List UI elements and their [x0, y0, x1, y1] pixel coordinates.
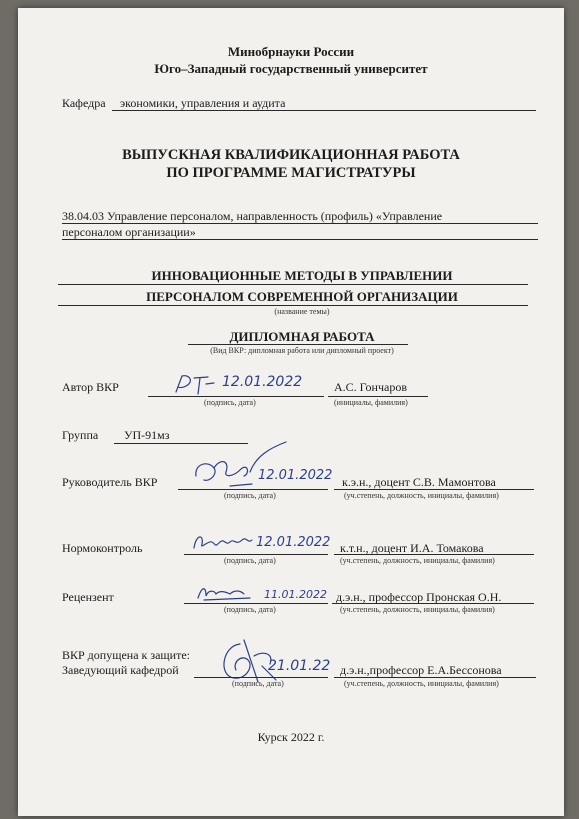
reviewer-value-caption: (уч.степень, должность, инициалы, фамилия)	[340, 605, 495, 614]
supervisor-label: Руководитель ВКР	[62, 475, 158, 489]
supervisor-value-caption: (уч.степень, должность, инициалы, фамилия)	[344, 491, 499, 500]
work-kind-underline	[188, 344, 408, 345]
reviewer-signature	[194, 582, 258, 604]
supervisor-sign-caption: (подпись, дата)	[224, 491, 276, 500]
department-label: Кафедра	[62, 96, 106, 110]
program-line-2: персоналом организации»	[62, 225, 196, 239]
university-title: Юго–Западный государственный университет	[154, 61, 428, 76]
reviewer-signature-date: 11.01.2022	[264, 588, 327, 601]
admission-signature-date: 21.01.22	[268, 658, 331, 674]
program-underline-1	[62, 223, 538, 224]
reviewer-value: д.э.н., профессор Пронская О.Н.	[336, 590, 502, 604]
city-year: Курск 2022 г.	[257, 730, 325, 744]
author-sign-caption: (подпись, дата)	[204, 398, 256, 407]
work-kind-caption: (Вид ВКР: дипломная работа или дипломный проект)	[210, 346, 394, 355]
normcontrol-value: к.т.н., доцент И.А. Томакова	[340, 541, 484, 555]
normcontrol-label: Нормоконтроль	[62, 541, 143, 555]
program-underline-2	[62, 239, 538, 240]
work-kind: ДИПЛОМНАЯ РАБОТА	[229, 329, 375, 344]
admission-value: д.э.н.,профессор Е.А.Бессонова	[340, 663, 502, 677]
reviewer-sign-caption: (подпись, дата)	[224, 605, 276, 614]
topic-caption: (название темы)	[274, 307, 330, 316]
document-page	[18, 8, 564, 816]
topic-line-1: ИННОВАЦИОННЫЕ МЕТОДЫ В УПРАВЛЕНИИ	[151, 268, 453, 283]
author-name-caption: (инициалы, фамилия)	[334, 398, 408, 407]
admission-value-underline	[334, 677, 536, 678]
normcontrol-value-underline	[334, 554, 534, 555]
work-type-heading-2: ПО ПРОГРАММЕ МАГИСТРАТУРЫ	[166, 165, 416, 181]
topic-underline-2	[58, 305, 528, 306]
normcontrol-signature	[190, 530, 256, 554]
admission-head-label: Заведующий кафедрой	[62, 663, 179, 677]
admission-value-caption: (уч.степень, должность, инициалы, фамилия)	[344, 679, 499, 688]
reviewer-label: Рецензент	[62, 590, 114, 604]
author-name: А.С. Гончаров	[334, 380, 408, 394]
admission-sign-underline	[194, 677, 328, 678]
normcontrol-value-caption: (уч.степень, должность, инициалы, фамилия)	[340, 556, 495, 565]
supervisor-sign-underline	[178, 489, 328, 490]
normcontrol-sign-caption: (подпись, дата)	[224, 556, 276, 565]
supervisor-value-underline	[334, 489, 534, 490]
reviewer-sign-underline	[184, 603, 328, 604]
admission-sign-caption: (подпись, дата)	[232, 679, 284, 688]
group-label: Группа	[62, 428, 99, 442]
ministry-title: Минобрнауки России	[227, 44, 355, 59]
department-underline	[112, 110, 536, 111]
reviewer-value-underline	[332, 603, 534, 604]
author-signature	[172, 372, 218, 398]
department-value: экономики, управления и аудита	[120, 96, 286, 110]
program-line-1: 38.04.03 Управление персоналом, направленность (профиль) «Управление	[62, 209, 443, 223]
topic-line-2: ПЕРСОНАЛОМ СОВРЕМЕННОЙ ОРГАНИЗАЦИИ	[146, 289, 458, 304]
author-name-underline	[328, 396, 428, 397]
normcontrol-signature-date: 12.01.2022	[256, 535, 331, 550]
supervisor-signature-date: 12.01.2022	[258, 468, 333, 483]
supervisor-value: к.э.н., доцент С.В. Мамонтова	[342, 475, 496, 489]
normcontrol-sign-underline	[184, 554, 328, 555]
work-type-heading-1: ВЫПУСКНАЯ КВАЛИФИКАЦИОННАЯ РАБОТА	[122, 147, 460, 163]
author-signature-date: 12.01.2022	[222, 374, 303, 390]
group-value: УП-91мз	[124, 428, 170, 442]
admission-line: ВКР допущена к защите:	[62, 648, 190, 662]
author-label: Автор ВКР	[62, 380, 119, 394]
topic-underline-1	[58, 284, 528, 285]
